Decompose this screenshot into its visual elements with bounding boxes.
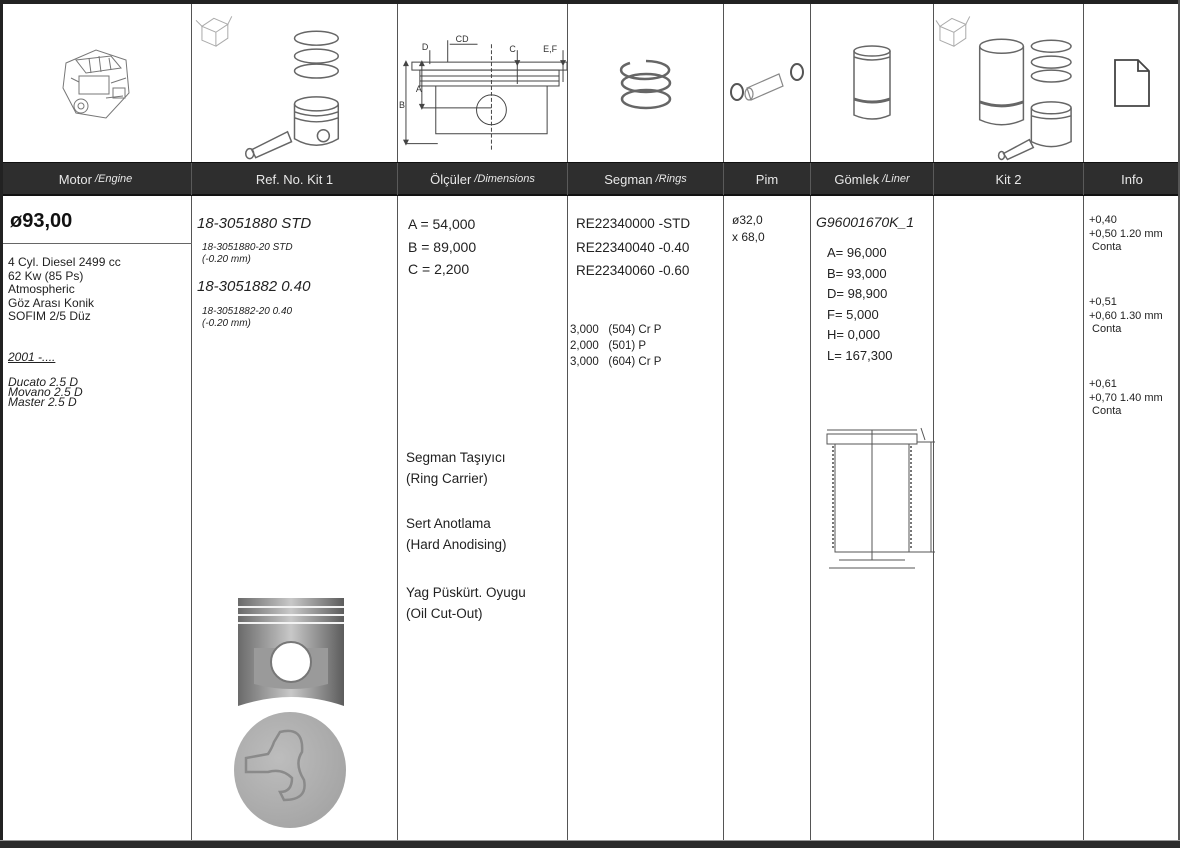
- spec-line: Göz Arası Konik: [8, 295, 95, 310]
- info-line: Conta: [1089, 323, 1122, 335]
- engine-illustration: [0, 4, 191, 162]
- gasket-info-block: [1089, 214, 1163, 255]
- engine-specs: [8, 256, 121, 324]
- piston-kit-illustration: [192, 4, 397, 162]
- info-line: +0,70 1.40 mm: [1089, 391, 1163, 404]
- header-label-en: /Rings: [655, 173, 687, 185]
- ref-sub-note: (-0.20 mm): [202, 254, 251, 265]
- top-border: [0, 0, 1180, 4]
- spec-line: SOFIM 2/5 Düz: [8, 309, 91, 323]
- liner-dim: F= 5,000: [827, 306, 879, 322]
- spec-line: 62 Kw (85 Ps): [8, 268, 84, 283]
- info-line: +0,40: [1089, 214, 1117, 226]
- liner-dim: D= 98,900: [827, 286, 888, 301]
- model-item: Master 2.5 D: [8, 395, 77, 409]
- info-line: Conta: [1089, 405, 1122, 417]
- cell-kit2: [934, 196, 1084, 840]
- header-label: Info: [1121, 171, 1143, 187]
- header-label-en: /Dimensions: [474, 173, 535, 185]
- header-label-en: /Engine: [94, 173, 133, 185]
- header-ref-kit1: [192, 163, 398, 195]
- header-label-en: /Liner: [882, 173, 910, 185]
- engine-icon: [51, 38, 141, 128]
- header-label: Motor: [58, 171, 92, 187]
- dimension-values: [408, 213, 476, 281]
- full-kit-icon: [934, 4, 1083, 162]
- feature-tr: Yag Püskürt. Oyugu: [406, 585, 526, 600]
- ring-spec: 3,000 (604) Cr P: [570, 356, 662, 368]
- info-line: +0,60 1.30 mm: [1089, 309, 1163, 322]
- cell-info: [1084, 196, 1180, 840]
- cylinder-liner-icon: [847, 43, 897, 123]
- divider: [0, 243, 192, 244]
- gasket-info-block: [1089, 378, 1163, 419]
- ref-sub-code: 18-3051880-20 STD: [202, 242, 293, 253]
- label-ef: E,F: [543, 44, 558, 55]
- ref-number-main: 18-3051880 STD: [197, 215, 312, 232]
- header-label: Pim: [755, 171, 779, 187]
- header-label: Kit 2: [995, 171, 1022, 187]
- info-line: +0,61: [1089, 378, 1117, 390]
- piston-kit-icon: [192, 4, 397, 162]
- feature-en: (Ring Carrier): [406, 471, 488, 486]
- ring-code: RE22340000 -STD: [576, 216, 691, 231]
- feature-en: (Hard Anodising): [406, 537, 507, 552]
- piston-pin-icon: [727, 58, 807, 108]
- dimension-c: C = 2,200: [408, 261, 470, 277]
- vehicle-models: [8, 377, 83, 407]
- piston-dimension-icon: [398, 4, 567, 162]
- liner-code: G96001670K_1: [816, 214, 915, 230]
- piston-rings-illustration: [568, 4, 723, 162]
- gasket-info-block: [1089, 296, 1163, 337]
- label-a: A: [415, 83, 422, 94]
- left-border: [0, 0, 3, 848]
- header-kit2: [934, 163, 1084, 195]
- liner-dim: H= 0,000: [827, 327, 881, 342]
- feature-tr: Segman Taşıyıcı: [406, 450, 506, 465]
- feature-oil-cut-out: [406, 582, 526, 624]
- document-icon[interactable]: [1112, 57, 1152, 109]
- label-cd: CD: [455, 34, 469, 45]
- model-item: Movano 2.5 D: [8, 385, 83, 399]
- header-dimensions: [398, 163, 568, 195]
- liner-dimensions: [827, 243, 892, 366]
- dimension-a: A = 54,000: [408, 216, 476, 232]
- document-icon-cell[interactable]: [1084, 4, 1180, 162]
- ref-number-sub: [202, 306, 292, 330]
- bore-diameter: ø93,00: [10, 210, 73, 232]
- ref-number-main: 18-3051882 0.40: [197, 278, 311, 295]
- header-rings: [568, 163, 724, 195]
- header-label: Ref. No. Kit 1: [255, 171, 334, 187]
- pin-length: x 68,0: [732, 230, 765, 244]
- ring-spec: 2,000 (501) P: [570, 340, 647, 352]
- piston-pin-illustration: [724, 4, 810, 162]
- info-line: Conta: [1089, 241, 1122, 253]
- feature-hard-anodising: [406, 513, 507, 555]
- header-info: [1084, 163, 1180, 195]
- liner-dim: L= 167,300: [827, 347, 893, 363]
- ring-code: RE22340060 -0.60: [576, 263, 690, 278]
- dimension-b: B = 89,000: [408, 238, 477, 255]
- full-kit-illustration: [934, 4, 1083, 162]
- spec-line: 4 Cyl. Diesel 2499 cc: [8, 255, 121, 269]
- feature-en: (Oil Cut-Out): [406, 606, 483, 621]
- label-b: B: [398, 99, 405, 110]
- ring-specs: [570, 322, 661, 370]
- header-motor: [0, 163, 192, 195]
- feature-tr: Sert Anotlama: [406, 516, 491, 531]
- pin-diameter: ø32,0: [732, 213, 763, 227]
- spec-line: Atmospheric: [8, 282, 75, 296]
- ring-code: RE22340040 -0.40: [576, 239, 690, 255]
- info-line: +0,51: [1089, 296, 1117, 308]
- production-years: 2001 -....: [8, 350, 56, 364]
- cylinder-liner-illustration: [811, 4, 933, 162]
- ref-number-sub: [202, 242, 293, 266]
- piston-rings-icon: [606, 43, 686, 123]
- cell-liner: [811, 196, 934, 840]
- feature-ring-carrier: [406, 447, 506, 489]
- header-label: Segman: [604, 171, 653, 187]
- cell-ref-kit1: [192, 196, 398, 840]
- pin-dimensions: [732, 212, 765, 246]
- cell-rings: [568, 196, 724, 840]
- liner-dim: A= 96,000: [827, 245, 887, 260]
- header-label: Gömlek: [834, 171, 880, 187]
- header-label: Ölçüler: [430, 171, 472, 187]
- header-pin: [724, 163, 811, 195]
- label-c: C: [509, 44, 516, 55]
- ring-codes: [576, 212, 690, 283]
- model-item: Ducato 2.5 D: [8, 375, 79, 389]
- cell-dimensions: [398, 196, 568, 840]
- ref-sub-note: (-0.20 mm): [202, 318, 251, 329]
- ref-sub-code: 18-3051882-20 0.40: [202, 306, 293, 317]
- liner-dim: B= 93,000: [827, 265, 887, 281]
- cell-pin: [724, 196, 811, 840]
- cell-motor: [0, 196, 192, 840]
- table-header: [0, 162, 1180, 196]
- bottom-border: [0, 840, 1180, 848]
- label-d: D: [421, 42, 429, 53]
- header-liner: [811, 163, 934, 195]
- ring-spec: 3,000 (504) Cr P: [570, 324, 662, 336]
- piston-dimension-diagram: [398, 4, 567, 162]
- info-line: +0,50 1.20 mm: [1089, 227, 1163, 240]
